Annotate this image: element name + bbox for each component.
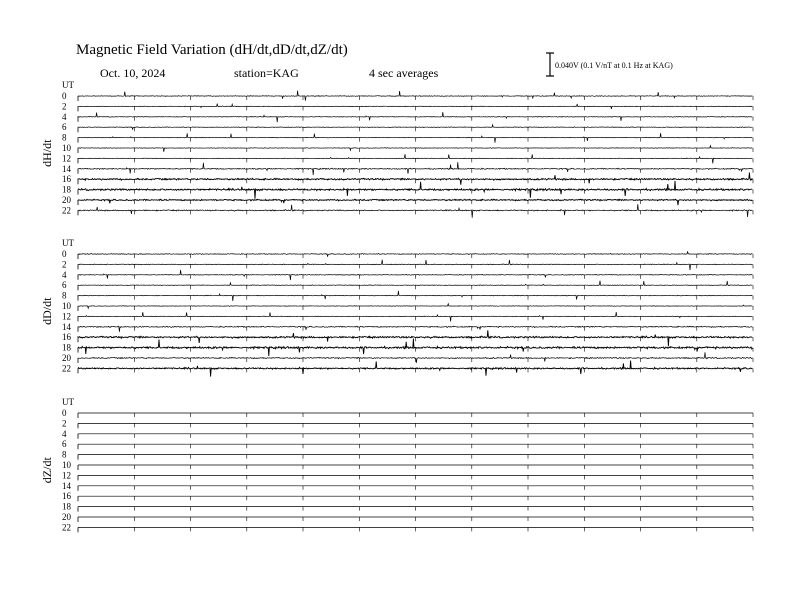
row-label: 6	[62, 280, 67, 291]
row-label: 8	[62, 449, 67, 460]
scale-bar	[546, 53, 673, 76]
row-label: 2	[62, 418, 67, 429]
row-label: 0	[62, 91, 67, 101]
row-label: 4	[62, 111, 67, 122]
ut-label: UT	[62, 238, 74, 248]
row-label: 0	[62, 408, 67, 418]
trace-line	[78, 361, 752, 377]
date-label: Oct. 10, 2024	[100, 66, 166, 80]
trace-line	[78, 162, 752, 175]
row-label: 14	[62, 480, 71, 491]
row-label: 16	[62, 174, 71, 185]
scale-bar-label: 0.040V (0.1 V/nT at 0.1 Hz at KAG)	[555, 61, 673, 70]
row-label: 6	[62, 439, 67, 450]
row-label: 10	[62, 143, 71, 153]
row-label: 4	[62, 269, 67, 280]
row-label: 18	[62, 342, 71, 353]
row-label: 14	[62, 163, 71, 174]
row-label: 0	[62, 249, 67, 259]
chart-title: Magnetic Field Variation (dH/dt,dD/dt,dZ/dt)	[76, 42, 348, 58]
panel-axis-label: dD/dt	[40, 297, 54, 325]
row-label: 20	[62, 195, 71, 205]
row-label: 2	[62, 101, 67, 112]
ut-label: UT	[62, 80, 74, 90]
row-label: 22	[62, 205, 71, 216]
row-label: 20	[62, 512, 71, 522]
row-label: 20	[62, 353, 71, 363]
panel-axis-label: dH/dt	[40, 139, 54, 167]
row-label: 10	[62, 460, 71, 470]
row-label: 14	[62, 321, 71, 332]
row-label: 12	[62, 470, 71, 481]
row-label: 18	[62, 501, 71, 512]
averaging-label: 4 sec averages	[369, 66, 439, 80]
row-label: 8	[62, 132, 67, 143]
panels-group	[40, 80, 753, 532]
row-label: 16	[62, 491, 71, 502]
station-label: station=KAG	[234, 66, 299, 80]
trace-line	[78, 181, 752, 199]
row-label: 4	[62, 428, 67, 439]
row-label: 16	[62, 332, 71, 343]
row-label: 10	[62, 301, 71, 311]
panel-axis-label: dZ/dt	[40, 457, 54, 484]
ut-label: UT	[62, 397, 74, 407]
row-label: 12	[62, 153, 71, 164]
trace-line	[78, 281, 752, 286]
row-label: 22	[62, 522, 71, 533]
trace-line	[78, 339, 752, 356]
row-label: 22	[62, 363, 71, 374]
row-label: 18	[62, 184, 71, 195]
row-label: 2	[62, 259, 67, 270]
row-label: 6	[62, 122, 67, 133]
row-label: 8	[62, 290, 67, 301]
row-label: 12	[62, 311, 71, 322]
